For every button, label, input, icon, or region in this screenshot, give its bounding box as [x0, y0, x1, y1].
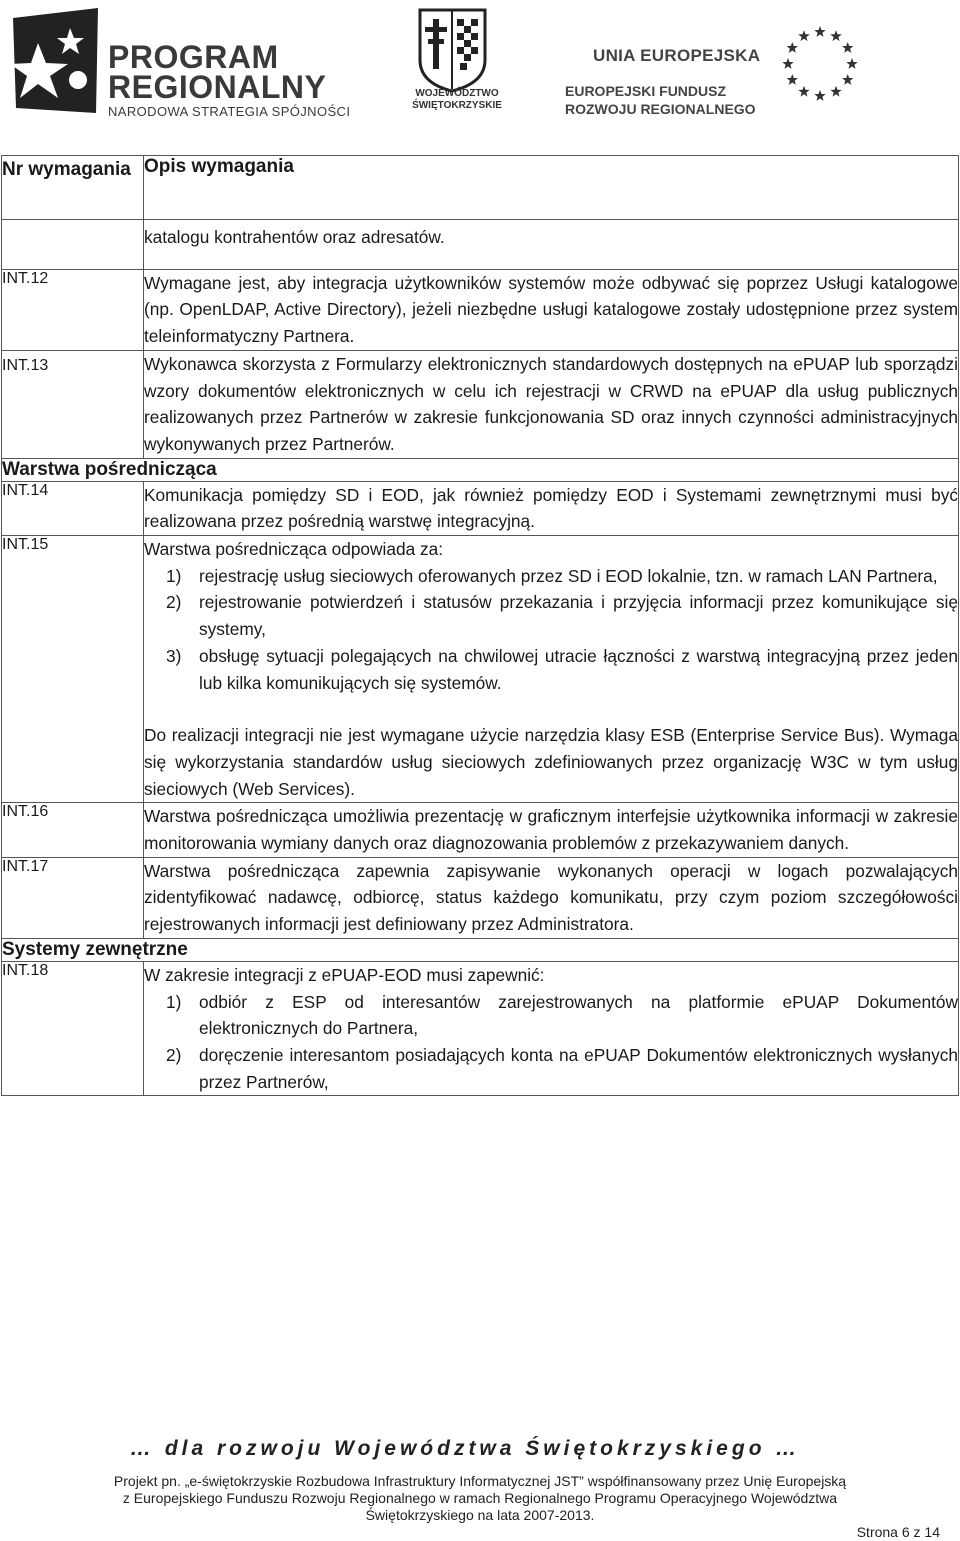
requirement-id: INT.13 — [2, 350, 144, 458]
requirement-id: INT.15 — [2, 536, 144, 803]
program-line1: PROGRAM — [108, 39, 279, 75]
footer-line2: z Europejskiego Funduszu Rozwoju Regionalnego w ramach Regionalnego Programu Operacyjnego Województwa — [122, 1490, 838, 1506]
crest-line2: ŚWIĘTOKRZYSKIE — [412, 100, 502, 111]
table-row — [2, 803, 959, 857]
list-number: 1) — [166, 565, 182, 586]
requirement-list — [144, 989, 958, 1096]
program-line2: REGIONALNY — [108, 69, 327, 105]
table-row — [2, 481, 959, 535]
eu-star — [798, 30, 809, 41]
section-title: Systemy zewnętrzne — [2, 938, 959, 961]
list-text: doręczenie interesantom posiadających konta na ePUAP Dokumentów elektronicznych wysłanych przez Partnerów, — [199, 1044, 958, 1092]
table-row — [2, 961, 959, 1096]
requirement-intro: W zakresie integracji z ePUAP-EOD musi zapewnić: — [144, 964, 545, 985]
eu-star — [842, 42, 853, 53]
crest-caption — [402, 88, 512, 112]
requirement-list — [144, 563, 958, 697]
continuation-text: katalogu kontrahentów oraz adresatów. — [144, 220, 959, 270]
list-text: rejestrowanie potwierdzeń i statusów przekazania i przyjęcia informacji przez komunikujące się systemy, — [199, 592, 958, 640]
requirement-text: Warstwa pośrednicząca umożliwia prezentację w graficznym interfejsie użytkownika informacji w zakresie monitorowania wymiany danych oraz diagnozowania problemów z przekazywaniem danych. — [144, 803, 959, 857]
list-text: odbiór z ESP od interesantów zarejestrowanych na platformie ePUAP Dokumentów elektronicznych do Partnera, — [199, 991, 958, 1039]
footer-motto: … dla rozwoju Województwa Świętokrzyskiego … — [130, 1437, 801, 1460]
requirement-text: Warstwa pośrednicząca zapewnia zapisywanie wykonanych operacji w logach pozwalających zidentyfikować nadawcę, odbiorcę, status każdego komunikatu, przy czym poziom szczegółowości rejestrowanych informacji jest definiowany przez Administratora. — [144, 857, 959, 938]
eu-star — [830, 30, 841, 41]
list-item — [144, 989, 958, 1042]
page-header — [0, 0, 960, 130]
requirement-id: INT.14 — [2, 481, 144, 535]
list-text: rejestrację usług sieciowych oferowanych przez SD i EOD lokalnie, tzn. w ramach LAN Partnera, — [199, 565, 938, 586]
column-header-nr: Nr wymagania — [2, 156, 144, 220]
requirement-id: INT.16 — [2, 803, 144, 857]
page-number: Strona 6 z 14 — [856, 1524, 940, 1540]
program-regionalny-logo — [8, 8, 388, 123]
requirement-body — [144, 536, 959, 803]
requirement-body — [144, 961, 959, 1096]
table-row — [2, 857, 959, 938]
eu-star — [842, 74, 853, 85]
footer-line1: Projekt pn. „e-świętokrzyskie Rozbudowa Infrastruktury Informatycznej JST” współfinansowany przez Unię Europejską — [113, 1473, 847, 1489]
requirement-id: INT.17 — [2, 857, 144, 938]
list-item — [144, 563, 958, 590]
table-row — [2, 536, 959, 803]
requirement-text: Komunikacja pomiędzy SD i EOD, jak również pomiędzy EOD i Systemami zewnętrznymi musi być realizowana przez pośrednią warstwę integracyjną. — [144, 481, 959, 535]
list-item — [144, 589, 958, 642]
eu-star — [782, 58, 793, 69]
list-text: obsługę sytuacji polegających na chwilowej utracie łączności z warstwą integracyjną przez jeden lub kilka komunikujących się systemów. — [199, 645, 958, 693]
list-item — [144, 643, 958, 696]
table-header-row — [2, 156, 959, 220]
eu-title: UNIA EUROPEJSKA — [593, 46, 761, 65]
footer-line3: Świętokrzyskiego na lata 2007-2013. — [365, 1507, 595, 1523]
requirement-id: INT.18 — [2, 961, 144, 1096]
program-title — [108, 39, 327, 105]
requirement-text: Wymagane jest, aby integracja użytkowników systemów może odbywać się poprzez Usługi katalogowe (np. OpenLDAP, Active Directory), jeżeli niezbędne usługi katalogowe zostały udostępnione przez system teleinformatyczny Partnera. — [144, 269, 959, 350]
star-logo-icon — [8, 8, 103, 118]
requirements-table — [1, 155, 959, 1096]
id-cell-empty — [2, 220, 144, 270]
section-row — [2, 938, 959, 961]
eu-star — [846, 58, 857, 69]
table-row — [2, 350, 959, 458]
eu-star — [814, 90, 825, 101]
eu-star — [798, 86, 809, 97]
section-row — [2, 458, 959, 481]
requirement-id: INT.12 — [2, 269, 144, 350]
eu-star — [830, 86, 841, 97]
eu-stars-icon — [770, 22, 870, 107]
list-number: 1) — [166, 991, 182, 1012]
eu-fund-line2: ROZWOJU REGIONALNEGO — [565, 101, 756, 117]
eu-star — [787, 74, 798, 85]
requirement-text: Wykonawca skorzysta z Formularzy elektronicznych standardowych dostępnych na ePUAP lub sporządzi wzory dokumentów elektronicznych w celu ich rejestracji w CRWD na ePUAP dla usług publicznych realizowanych przez Partnerów w zakresie funkcjonowania SD oraz innych czynności administracyjnych wykonywanych przez Partnerów. — [144, 350, 959, 458]
list-number: 2) — [166, 1044, 182, 1065]
footer-project-note — [0, 1473, 960, 1524]
column-header-opis: Opis wymagania — [144, 156, 959, 220]
list-number: 3) — [166, 645, 182, 666]
list-item — [144, 1042, 958, 1095]
requirement-intro: Warstwa pośrednicząca odpowiada za: — [144, 539, 444, 560]
table-row — [2, 269, 959, 350]
table-row — [2, 220, 959, 270]
crest-line1: WOJEWÓDZTWO — [415, 88, 499, 99]
list-number: 2) — [166, 592, 182, 613]
eu-fund-line1: EUROPEJSKI FUNDUSZ — [565, 83, 727, 99]
requirement-outro: Do realizacji integracji nie jest wymagane użycie narzędzia klasy ESB (Enterprise Service Bus). Wymaga się wykorzystania standardów usług sieciowych zdefiniowanych przez organizację W3C w tym usług sieciowych (Web Services). — [144, 725, 958, 799]
section-title: Warstwa pośrednicząca — [2, 458, 959, 481]
eu-star — [787, 42, 798, 53]
program-subtitle: NARODOWA STRATEGIA SPÓJNOŚCI — [108, 104, 351, 119]
eu-logo — [565, 22, 950, 122]
eu-star — [814, 26, 825, 37]
eu-fund — [565, 82, 756, 118]
